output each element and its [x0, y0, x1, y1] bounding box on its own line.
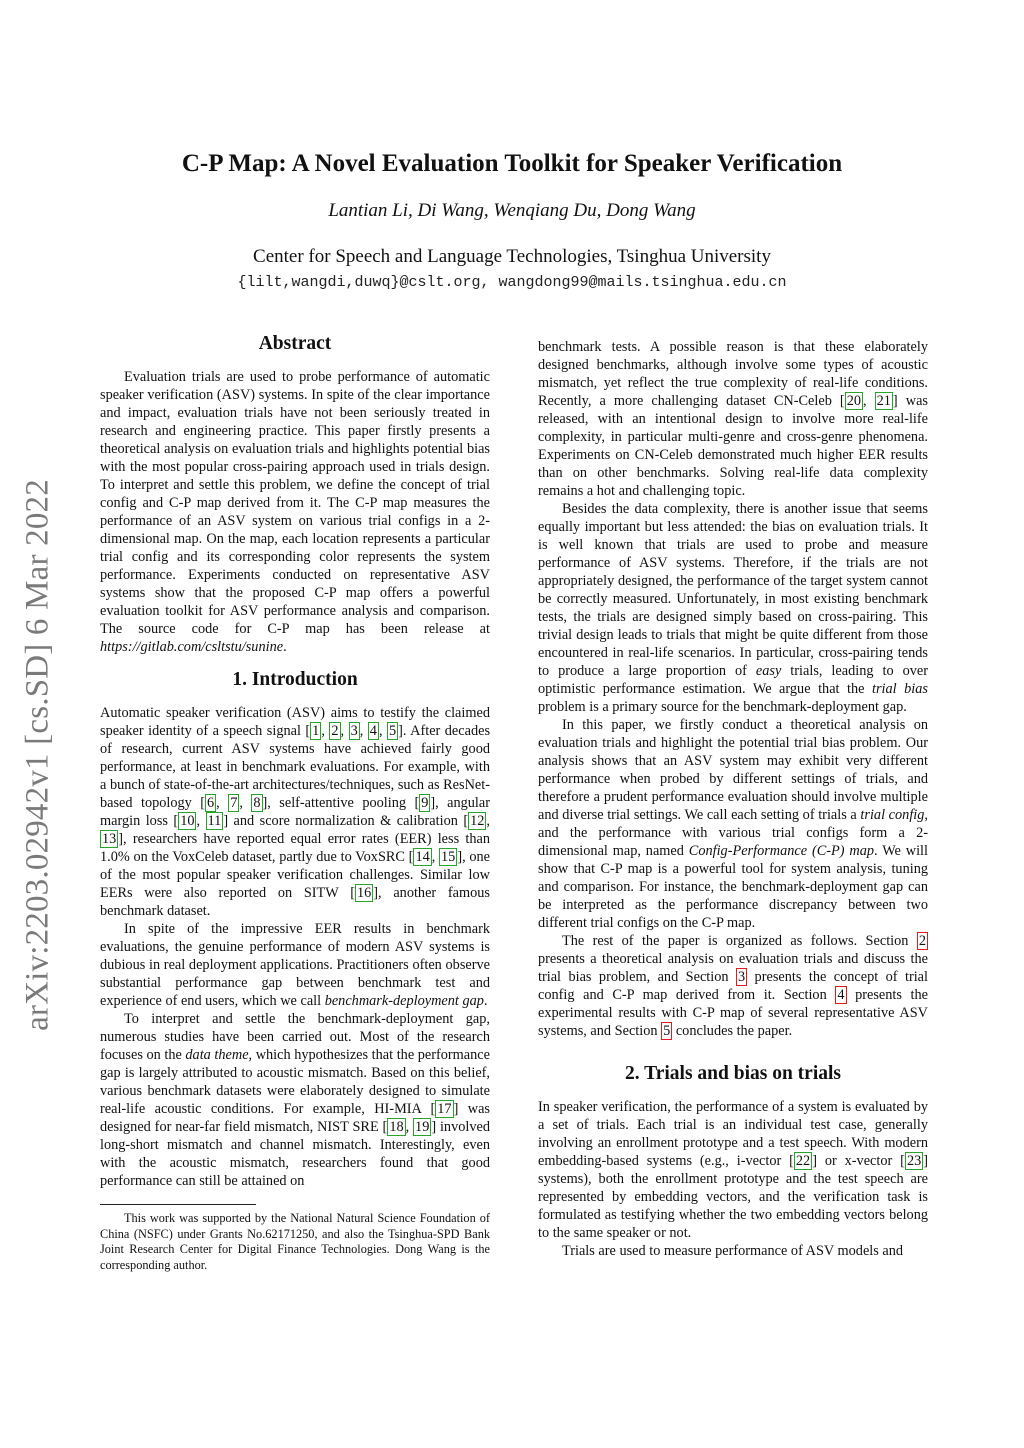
- citation-link[interactable]: 5: [388, 723, 397, 739]
- introduction-heading: 1. Introduction: [232, 669, 358, 690]
- footnote: This work was supported by the National Natural Science Foundation of China (NSFC) under Grants No.62171250, and also the Tsinghua-SPD Bank Joint Research Center for Digital Finance Technologies. Dong Wang is the corresponding author.: [100, 1211, 490, 1272]
- intro-paragraph-3: To interpret and settle the benchmark-deployment gap, numerous studies have been carried out. Most of the research focuses on the data theme, which hypothesizes that the performance gap is largely attributed to acoustic mismatch. Based on this belief, various benchmark datasets were elaborately designed to simulate real-life acoustic conditions. For example, HI-MIA [ 17 ] was designed for near-far field mismatch, NIST SRE [ 18 , 19 ] involved long-short mismatch and channel mismatch. Interestingly, even with the acoustic mismatch, researchers found that good performance can still be attained on: [100, 1011, 490, 1189]
- citation-link[interactable]: 8: [253, 795, 261, 811]
- citation-link[interactable]: 16: [356, 885, 372, 901]
- abstract-text: Evaluation trials are used to probe performance of automatic speaker verification (ASV) systems. In spite of the clear importance and impact, evaluation trials have not been seriously treated in research and engineering practice. This paper firstly presents a theoretical analysis on evaluation trials and highlights potential bias with the most popular cross-pairing approach used in trials design. To interpret and settle this problem, we define the concept of trial config and C-P map derived from it. The C-P map measures the performance of an ASV system on various trial configs in a 2-dimensional map. On the map, each location represents a particular trial config and its corresponding color represents the system performance. Experiments conducted on representative ASV systems show that the proposed C-P map offers a powerful evaluation toolkit for ASV performance analysis and comparison. The source code for C-P map has been release at https://gitlab.com/csltstu/sunine.: [100, 369, 490, 655]
- intro-paragraph-1: Automatic speaker verification (ASV) aims to testify the claimed speaker identity of a speech signal [ 1 , 2 , 3 , 4 , 5 ]. After decades of research, current ASV systems have achieved fairly good performance, at least in benchmark evaluations. For example, with a bunch of state-of-the-art architectures/techniques, such as ResNet-based topology [ 6 , 7 , 8 ], self-attentive pooling [ 9 ], angular margin loss [ 10 , 11 ] and score normalization & calibration [ 12 , 13 ], researchers have reported equal error rates (EER) less than 1.0% on the VoxCeleb dataset, partly due to VoxSRC [ 14 , 15 ], one of the most popular speaker verification challenges. Similar low EERs were also reported on SITW [ 16 ], another famous benchmark dataset.: [100, 705, 491, 919]
- citation-link[interactable]: 22: [795, 1153, 811, 1169]
- intro-paragraph-7: The rest of the paper is organized as follows. Section 2 presents a theoretical analysis on evaluation trials and discuss the trial bias problem, and Section 3 presents the concept of trial config and C-P map derived from it. Section 4 presents the experimental results with C-P map of several representative ASV systems, and Section 5 concludes the paper.: [538, 933, 929, 1039]
- intro-paragraph-2: In spite of the impressive EER results in benchmark evaluations, the genuine performance of modern ASV systems is dubious in real deployment applications. Practitioners often observe substantial performance gap between benchmark test and experience of end users, which we call benchmark-deployment gap.: [100, 921, 490, 1009]
- citation-link[interactable]: 10: [180, 813, 195, 829]
- citation-link[interactable]: 20: [846, 393, 861, 409]
- citation-link[interactable]: 7: [230, 795, 238, 811]
- right-column: [538, 338, 928, 1260]
- section-link[interactable]: 2: [918, 933, 926, 949]
- section-2-paragraph-2: Trials are used to measure performance of ASV models and: [562, 1243, 904, 1259]
- citation-link[interactable]: 1: [312, 723, 320, 739]
- affiliation: Center for Speech and Language Technologies, Tsinghua University: [253, 246, 771, 267]
- section-link[interactable]: 3: [737, 969, 746, 985]
- intro-paragraph-5: Besides the data complexity, there is another issue that seems equally important but less attended: the bias on evaluation trials. It is well known that trials are used to probe and measure performance of ASV systems. Therefore, if the trials are not appropriately designed, the performance of the target system cannot be correctly measured. Unfortunately, in most existing benchmark tests, the trials are designed simply based on cross-pairing. This trivial design leads to trials that might be quite different from those encountered in real-life scenarios. In particular, cross-pairing tends to produce a large proportion of easy trials, leading to over optimistic performance estimation. We argue that the trial bias problem is a primary source for the benchmark-deployment gap.: [538, 501, 928, 715]
- abstract-heading: Abstract: [258, 333, 332, 354]
- left-column: [100, 332, 490, 1273]
- citation-link[interactable]: 6: [207, 795, 215, 811]
- citation-link[interactable]: 19: [415, 1119, 430, 1135]
- citation-link[interactable]: 23: [906, 1153, 922, 1169]
- citation-link[interactable]: 17: [437, 1101, 452, 1117]
- citation-link[interactable]: 2: [331, 723, 339, 739]
- citation-link[interactable]: 21: [876, 393, 891, 409]
- section-2-heading: 2. Trials and bias on trials: [625, 1063, 841, 1084]
- citation-link[interactable]: 13: [102, 831, 117, 847]
- author-list: Lantian Li, Di Wang, Wenqiang Du, Dong Wang: [328, 200, 696, 221]
- source-code-link[interactable]: https://gitlab.com/csltstu/sunine: [100, 639, 284, 655]
- section-link[interactable]: 5: [663, 1023, 671, 1039]
- citation-link[interactable]: 15: [441, 849, 456, 865]
- citation-link[interactable]: 3: [350, 723, 358, 739]
- footnote-divider: [100, 1204, 256, 1205]
- citation-link[interactable]: 14: [415, 849, 430, 865]
- author-emails: {lilt,wangdi,duwq}@cslt.org, wangdong99@mails.tsinghua.edu.cn: [237, 274, 787, 291]
- citation-link[interactable]: 4: [369, 723, 377, 739]
- section-2-paragraph-1: In speaker verification, the performance of a system is evaluated by a set of trials. Each trial is an individual test case, generally involving an enrollment prototype and a test speech. With modern embedding-based systems (e.g., i-vector [ 22 ] or x-vector [ 23 ] systems), both the enrollment prototype and the test speech are represented by embedding vectors, and the verification task is formulated as testifying whether the two embedding vectors belong to the same speaker or not.: [538, 1099, 928, 1241]
- intro-paragraph-4: benchmark tests. A possible reason is that these elaborately designed benchmarks, although involve some types of acoustic mismatch, yet reflect the true complexity of real-life conditions. Recently, a more challenging dataset CN-Celeb [ 20 , 21 ] was released, with an intentional design to involve more real-life complexity, in particular multi-genre and cross-genre phenomena. Experiments on CN-Celeb demonstrated much higher EER results than on other benchmarks. Solving real-life data complexity remains a hot and challenging topic.: [538, 339, 928, 499]
- citation-link[interactable]: 9: [421, 795, 429, 811]
- paper-title: C-P Map: A Novel Evaluation Toolkit for Speaker Verification: [181, 150, 843, 177]
- intro-paragraph-6: In this paper, we firstly conduct a theoretical analysis on evaluation trials and highlight the potential trial bias problem. Our analysis shows that an ASV system may exhibit very different performance when probed by different settings of trials, and therefore a prudent performance evaluation should involve multiple and diverse trial settings. We call each setting of trials a trial config, and the performance with various trial configs form a 2-dimensional map, named Config-Performance (C-P) map. We will show that C-P map is a powerful tool for system analysis, tuning and comparison. For instance, the benchmark-deployment gap can be interpreted as the performance discrepancy between two different trial configs on the C-P map.: [538, 717, 928, 931]
- section-link[interactable]: 4: [837, 987, 845, 1003]
- citation-link[interactable]: 12: [470, 813, 485, 829]
- arxiv-sidebar: [8, 455, 68, 1055]
- citation-link[interactable]: 11: [207, 813, 222, 829]
- citation-link[interactable]: 18: [389, 1119, 404, 1135]
- arxiv-identifier: arXiv:2203.02942v1 [cs.SD] 6 Mar 2022: [19, 479, 56, 1031]
